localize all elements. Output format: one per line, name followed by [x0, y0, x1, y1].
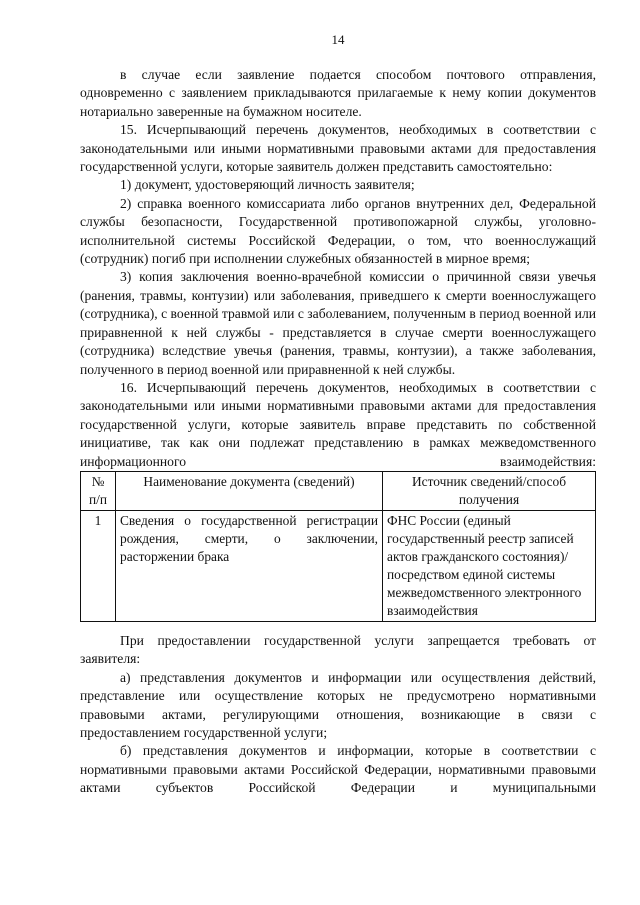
page-number: 14 [331, 32, 345, 47]
list-item-prohibit-b: б) представления документов и информации, которые в соответствии с нормативными правовыми актами Российской Федерации, нормативными правовыми актами субъектов Российской Федерации и муниципальными [80, 743, 596, 796]
paragraph-prohibit: При предоставлении государственной услуги запрещается требовать от заявителя: [80, 632, 596, 667]
header-document-name: Наименование документа (сведений) [116, 471, 383, 510]
paragraph-15: 15. Исчерпывающий перечень документов, необходимых в соответствии с законодательными или иными нормативными правовыми актами для предоставления государственной услуги, которые заявитель должен представить самостоятельно: [80, 122, 596, 175]
cell-source: ФНС России (единый государственный реестр записей актов гражданского состояния)/посредством единой системы межведомственного электронного взаимодействия [383, 510, 596, 621]
paragraph-16: 16. Исчерпывающий перечень документов, необходимых в соответствии с законодательными или иными нормативными правовыми актами для предоставления государственной услуги, которые заявитель вправе представить по собственной инициативе, так как они подлежат представлению в рамках межведомственного информационного взаимодействия: [80, 379, 596, 469]
table-row [81, 510, 596, 621]
header-num: № п/п [81, 471, 116, 510]
cell-num: 1 [81, 510, 116, 621]
list-item-15-2: 2) справка военного комиссариата либо органов внутренних дел, Федеральной службы безопасности, Государственной противопожарной службы, уголовно-исполнительной системы Российской Федерации, о том, что военнослужащий (сотрудник) погиб при исполнении служебных обязанностей в мирное время; [80, 195, 596, 267]
cell-document-name: Сведения о государственной регистрации рождения, смерти, о заключении, расторжении брака [116, 510, 383, 621]
list-item-15-1: 1) документ, удостоверяющий личность заявителя; [120, 177, 415, 193]
list-item-15-3: 3) копия заключения военно-врачебной комиссии о причинной связи увечья (ранения, травмы, контузии) или заболевания, приведшего к смерти военнослужащего (сотрудника), с военной травмой или с заболеванием, полученным в период военной или приравненной к ней службы - представляется в случае смерти военнослужащего (сотрудника) вследствие увечья (ранения, травмы, контузии), а также заболевания, полученного в период военной или приравненной к ней службы. [80, 269, 596, 377]
paragraph-intro: в случае если заявление подается способом почтового отправления, одновременно с заявлением прикладываются прилагаемые к нему копии документов нотариально заверенные на бумажном носителе. [80, 67, 596, 119]
list-item-prohibit-a: а) представления документов и информации или осуществления действий, представление или осуществление которых не предусмотрено нормативными правовыми актами, регулирующими отношения, возникающие в связи с предоставлением государственной услуги; [80, 669, 596, 740]
table-header-row [81, 471, 596, 510]
documents-table [80, 471, 596, 622]
header-source: Источник сведений/способ получения [383, 471, 596, 510]
